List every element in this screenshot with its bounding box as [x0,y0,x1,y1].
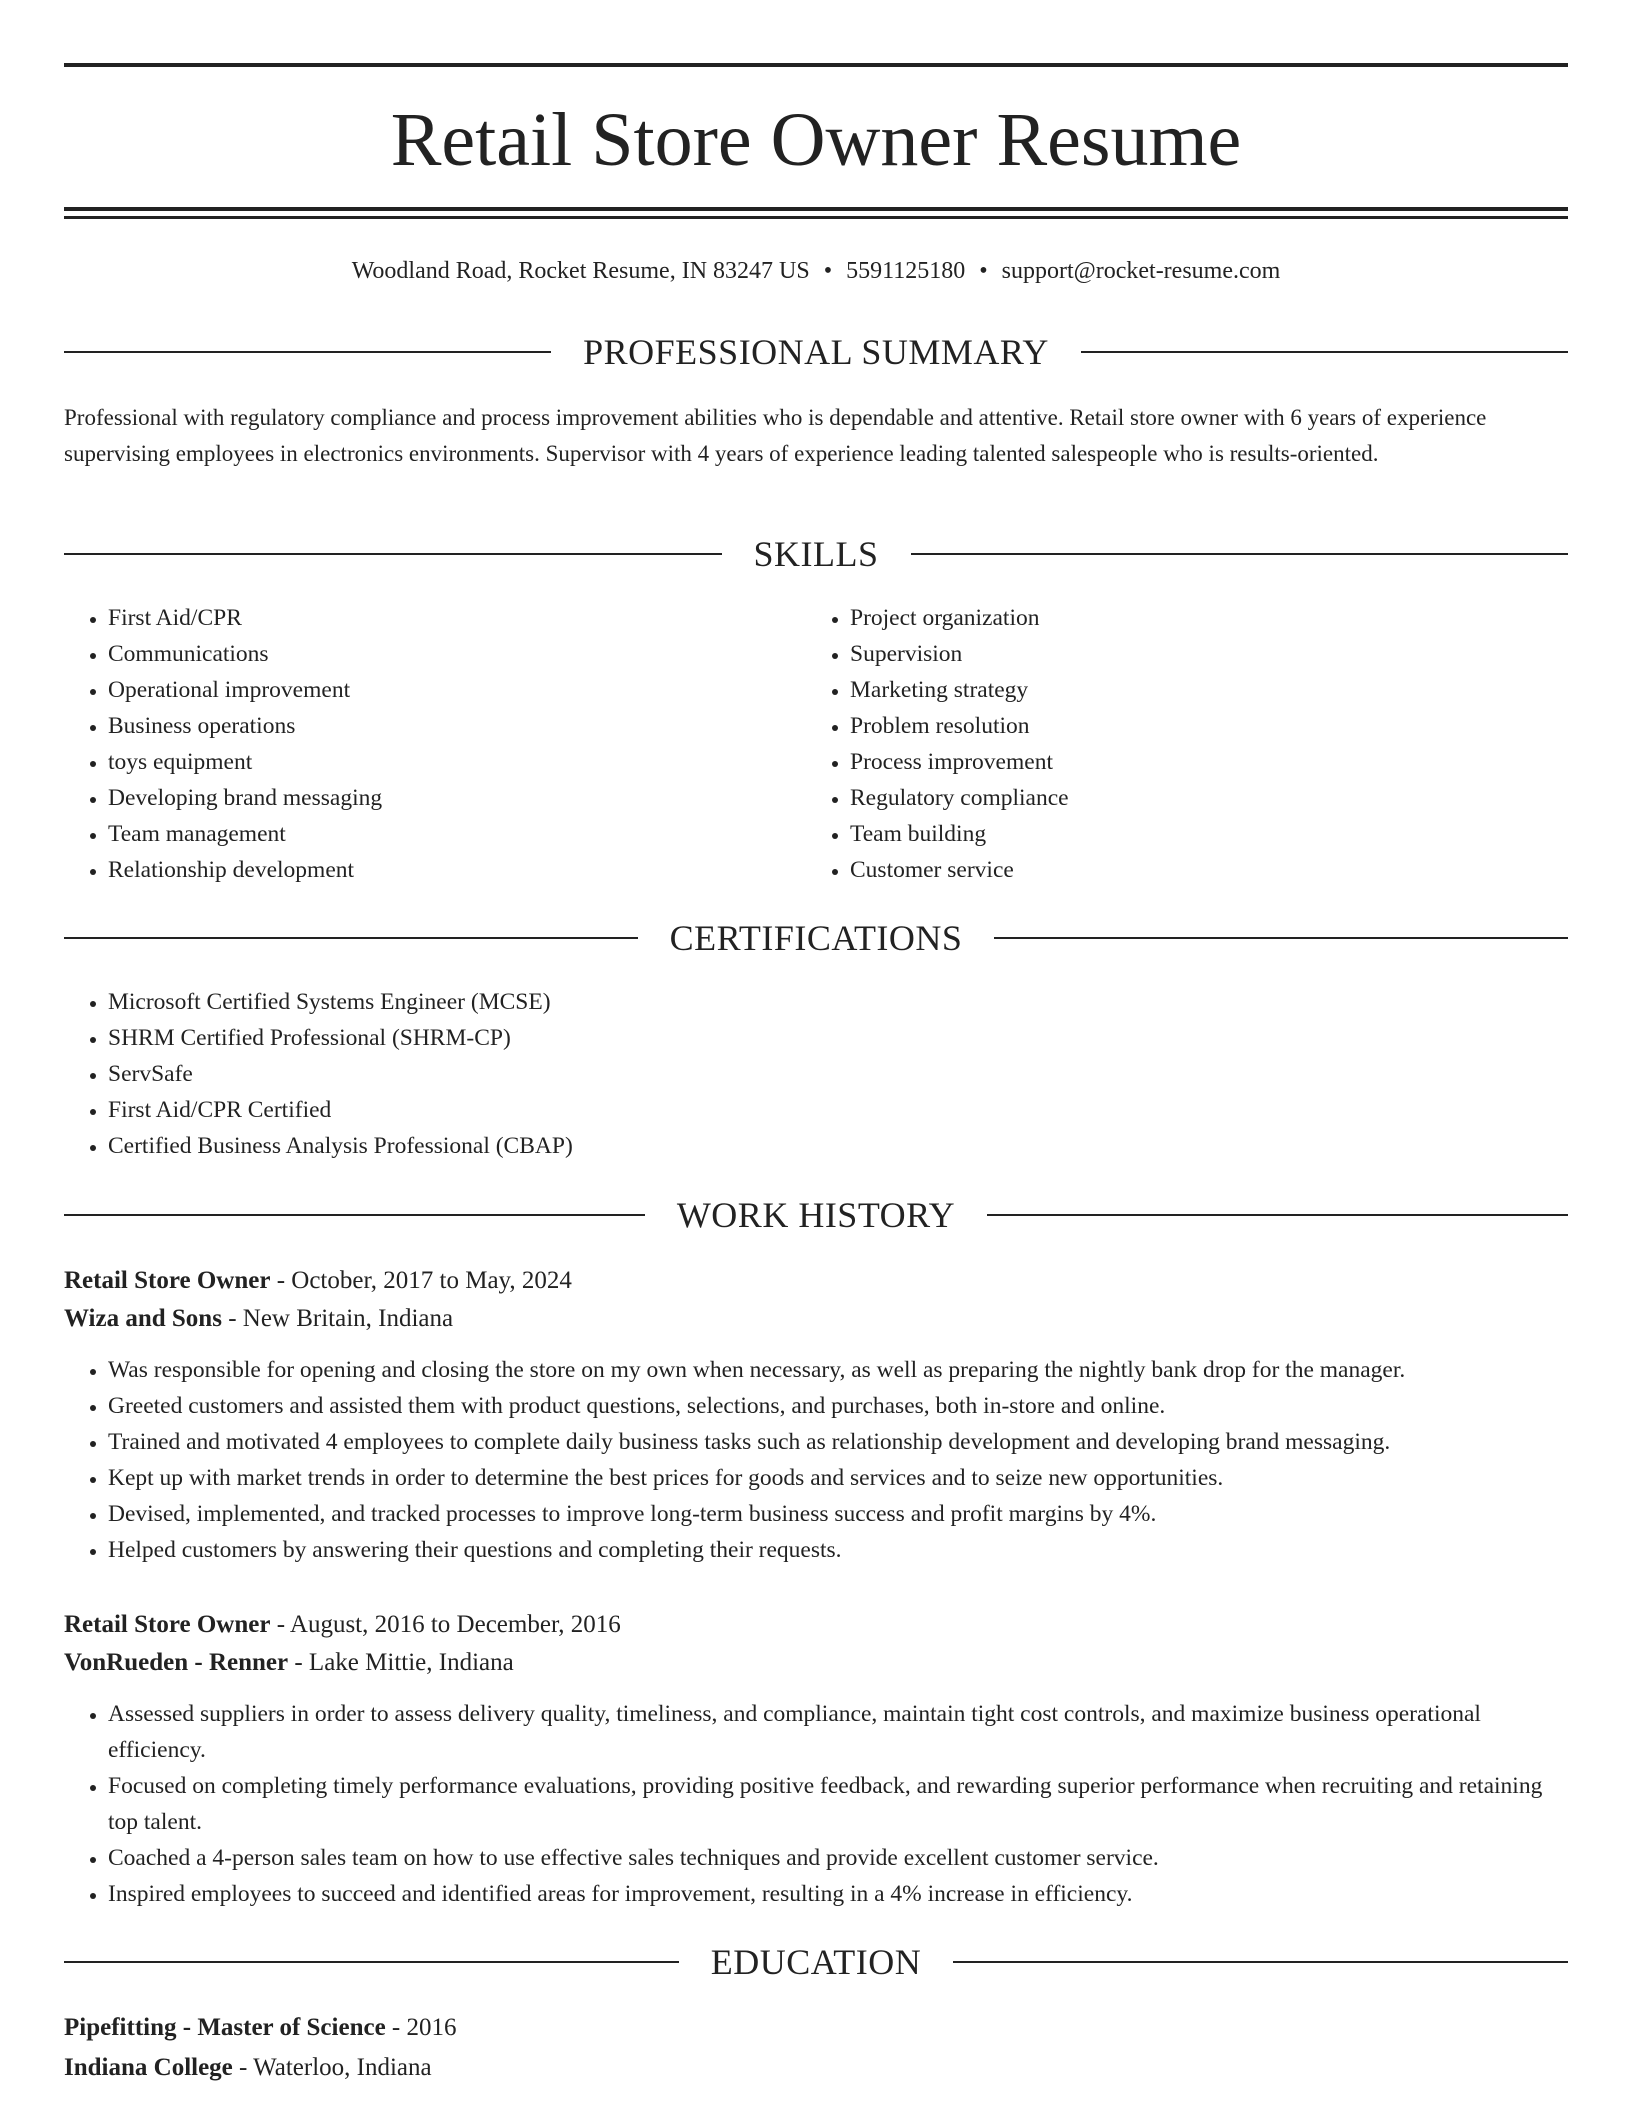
heading-rule [64,1961,679,1963]
skill-item: • Process improvement [850,744,1546,780]
education-degree-line [64,2008,1568,2048]
job-company: Wiza and Sons [64,1305,222,1332]
education-school-line [64,2048,1568,2088]
education-location: - Waterloo, Indiana [232,2054,432,2081]
heading-rule [64,937,638,939]
skill-item: • Operational improvement [108,672,804,708]
job-company: VonRueden - Renner [64,1649,289,1676]
job-company-line [64,1644,1568,1682]
job-bullet: • Greeted customers and assisted them with product questions, selections, and purchases, both in-store and online. [108,1388,1568,1424]
job-dates: - October, 2017 to May, 2024 [270,1267,572,1294]
heading-rule [953,1961,1568,1963]
education-school: Indiana College [64,2054,233,2081]
heading-rule [1081,351,1568,353]
job-bullet: • Coached a 4-person sales team on how to use effective sales techniques and provide excellent customer service. [108,1840,1568,1876]
contact-separator: • [979,258,988,284]
job-dates: - August, 2016 to December, 2016 [270,1611,621,1638]
skill-item: • Project organization [850,600,1546,636]
skill-item: • Supervision [850,636,1546,672]
job-title-line [64,1262,1568,1300]
section-title: CERTIFICATIONS [669,918,963,958]
skill-item: • Developing brand messaging [108,780,804,816]
section-heading-education [64,1940,1568,1984]
contact-phone: 5591125180 [846,258,966,284]
certification-item: • ServSafe [108,1056,1568,1092]
job-bullet: • Helped customers by answering their questions and completing their requests. [108,1532,1568,1568]
education-degree: Pipefitting - Master of Science [64,2014,386,2041]
contact-separator: • [823,258,833,284]
heading-rule [64,351,551,353]
job-location: - Lake Mittie, Indiana [288,1649,514,1676]
heading-rule [994,937,1568,939]
section-title: EDUCATION [710,1942,922,1982]
job-entry [64,1606,1568,1912]
skill-item: • Relationship development [108,852,804,888]
education-year: - 2016 [385,2014,457,2041]
section-heading-certifications [64,916,1568,960]
skill-item: • Regulatory compliance [850,780,1546,816]
skill-item: • Team building [850,816,1546,852]
job-bullet: • Trained and motivated 4 employees to complete daily business tasks such as relationship development and developing brand messaging. [108,1424,1568,1460]
job-bullet: • Focused on completing timely performance evaluations, providing positive feedback, and rewarding superior performance when recruiting and retaining top talent. [108,1768,1568,1840]
contact-address: Woodland Road, Rocket Resume, IN 83247 US [351,258,810,284]
title-double-rule-upper [64,207,1568,211]
skill-item: • Team management [108,816,804,852]
section-heading-summary [64,330,1568,374]
skills-column-left [64,600,804,888]
skill-item: • Business operations [108,708,804,744]
section-heading-work-history [64,1193,1568,1237]
job-bullets [64,1696,1568,1912]
skill-item: • Customer service [850,852,1546,888]
job-company-line [64,1300,1568,1338]
summary-text: Professional with regulatory compliance and process improvement abilities who is dependable and attentive. Retail store owner with 6 years of experience supervising employees in electronics environments. Supervisor with 4 years of experience leading talented salespeople who is results-oriented. [64,405,1487,466]
certification-item: • SHRM Certified Professional (SHRM-CP) [108,1020,1568,1056]
job-bullet: • Was responsible for opening and closing the store on my own when necessary, as well as preparing the nightly bank drop for the manager. [108,1352,1568,1388]
section-title: SKILLS [753,534,879,574]
contact-line [64,253,1568,289]
heading-rule [64,1214,645,1216]
job-entry [64,1262,1568,1568]
skill-item: • Communications [108,636,804,672]
heading-rule [64,553,722,555]
job-bullets [64,1352,1568,1568]
contact-email: support@rocket-resume.com [1001,258,1281,284]
job-bullet: • Inspired employees to succeed and identified areas for improvement, resulting in a 4% increase in efficiency. [108,1876,1568,1912]
section-title: PROFESSIONAL SUMMARY [583,332,1049,372]
certification-item: • Certified Business Analysis Professional (CBAP) [108,1128,1568,1164]
certification-item: • Microsoft Certified Systems Engineer (MCSE) [108,984,1568,1020]
certifications-list [64,984,1568,1164]
job-title: Retail Store Owner [64,1611,271,1638]
top-rule [64,63,1568,67]
skill-item: • First Aid/CPR [108,600,804,636]
certification-item: • First Aid/CPR Certified [108,1092,1568,1128]
job-title: Retail Store Owner [64,1267,271,1294]
heading-rule [911,553,1569,555]
skill-item: • Marketing strategy [850,672,1546,708]
job-bullet: • Assessed suppliers in order to assess delivery quality, timeliness, and compliance, maintain tight cost controls, and maximize business operational efficiency. [108,1696,1568,1768]
title-double-rule-lower [64,216,1568,219]
job-location: - New Britain, Indiana [221,1305,454,1332]
heading-rule [987,1214,1568,1216]
job-bullet: • Kept up with market trends in order to determine the best prices for goods and services and to seize new opportunities. [108,1460,1568,1496]
section-heading-skills [64,532,1568,576]
skills-column-right [806,600,1546,888]
job-title-line [64,1606,1568,1644]
skill-item: • toys equipment [108,744,804,780]
section-title: WORK HISTORY [676,1195,956,1235]
skill-item: • Problem resolution [850,708,1546,744]
resume-title: Retail Store Owner Resume [390,98,1242,182]
job-bullet: • Devised, implemented, and tracked processes to improve long-term business success and profit margins by 4%. [108,1496,1568,1532]
education-entry [64,2008,1568,2088]
